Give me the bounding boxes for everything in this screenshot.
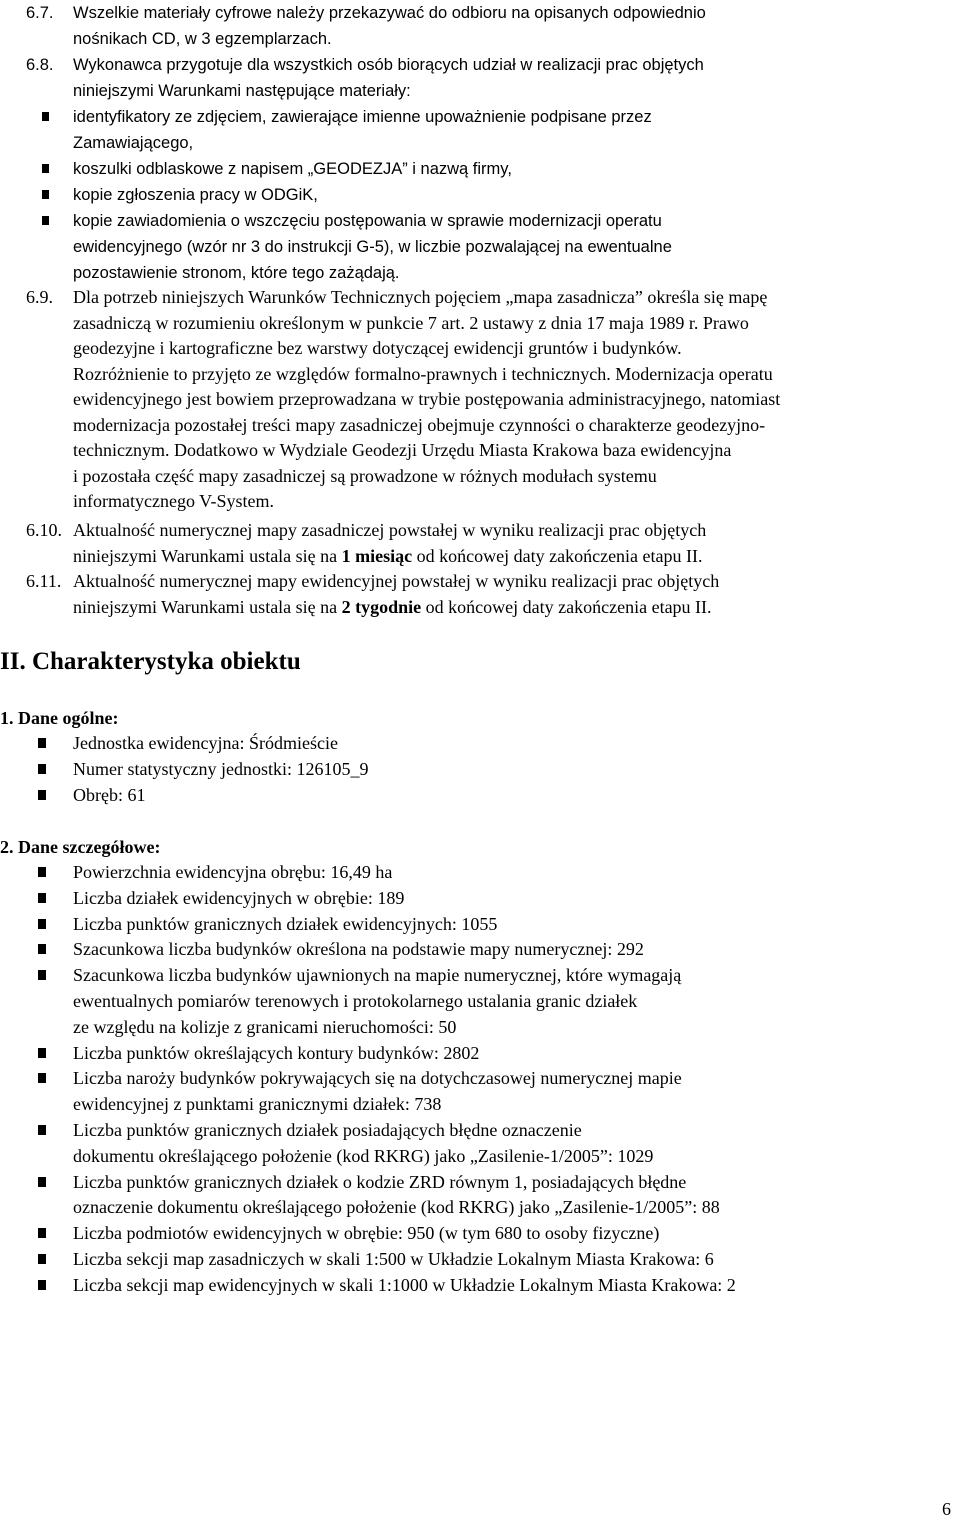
list-item-line: Liczba działek ewidencyjnych w obrębie: 189 (73, 887, 405, 908)
paragraph-line: Rozróżnienie to przyjęto ze względów formalno-prawnych i technicznych. Modernizacja operatu (73, 363, 773, 384)
paragraph-number: 6.7. (26, 4, 54, 22)
list-item-line: Liczba punktów określających kontury budynków: 2802 (73, 1042, 480, 1063)
list-item-line: Liczba podmiotów ewidencyjnych w obrębie: 950 (w tym 680 to osoby fizyczne) (73, 1223, 660, 1244)
list-item-line: oznaczenie dokumentu określającego położenie (kod RKRG) jako „Zasilenie-1/2005”: 88 (73, 1197, 720, 1218)
bullet-square-icon (38, 970, 46, 980)
bullet-square-icon (38, 867, 46, 877)
paragraph-line: ewidencyjnego jest bowiem przeprowadzana w trybie postępowania administracyjnego, natomiast (73, 389, 781, 409)
paragraph-6-11 (26, 569, 946, 620)
paragraph-line: Dla potrzeb niniejszych Warunków Technicznych pojęciem „mapa zasadnicza” określa się mapę (73, 287, 768, 307)
bullet-square-icon (38, 1048, 46, 1058)
list-item (73, 783, 953, 809)
bullet-square-icon (38, 1125, 46, 1135)
list-item (73, 757, 953, 783)
list-item (73, 208, 953, 286)
bold-duration: 1 miesiąc (341, 545, 413, 566)
paragraph-number: 6.8. (26, 56, 54, 74)
list-item-line: Liczba punktów granicznych działek posiadających błędne oznaczenie (73, 1119, 582, 1140)
paragraph-number: 6.11. (26, 571, 62, 591)
list-item-line: kopie zawiadomienia o wszczęciu postępowania w sprawie modernizacji operatu (73, 212, 662, 230)
paragraph-line: Wszelkie materiały cyfrowe należy przekazywać do odbioru na opisanych odpowiednio (73, 4, 706, 22)
paragraph-line: i pozostała część mapy zasadniczej są prowadzone w różnych modułach systemu (73, 465, 657, 486)
general-data-heading: 1. Dane ogólne: (0, 708, 119, 728)
bullet-square-icon (38, 1073, 46, 1083)
bullet-square-icon (38, 1228, 46, 1238)
list-item (73, 937, 953, 963)
list-item-line: Szacunkowa liczba budynków ujawnionych na mapie numerycznej, które wymagają (73, 965, 682, 986)
bullet-square-icon (38, 1254, 46, 1264)
list-item (73, 104, 953, 156)
list-item-line: Numer statystyczny jednostki: 126105_9 (73, 758, 369, 779)
list-item (73, 731, 953, 757)
bullet-square-icon (42, 216, 49, 225)
bullet-square-icon (42, 112, 49, 121)
list-item (73, 182, 953, 208)
list-item (73, 1041, 953, 1067)
list-item (73, 886, 953, 912)
list-item-line: pozostawienie stronom, które tego zażądają. (73, 264, 400, 282)
paragraph-6-7 (26, 0, 946, 52)
list-item (73, 860, 953, 886)
paragraph-line: niniejszymi Warunkami ustala się na 1 miesiąc od końcowej daty zakończenia etapu II. (73, 545, 703, 566)
list-item-line: ewidencyjnej z punktami granicznymi działek: 738 (73, 1094, 442, 1115)
list-item-line: Jednostka ewidencyjna: Śródmieście (73, 733, 338, 753)
list-item-line: ewidencyjnego (wzór nr 3 do instrukcji G-5), w liczbie pozwalającej na ewentualne (73, 238, 672, 256)
list-item-line: Liczba naroży budynków pokrywających się na dotychczasowej numerycznej mapie (73, 1068, 682, 1089)
general-data-list (73, 731, 953, 808)
list-item (73, 1273, 953, 1299)
paragraph-6-8 (26, 52, 946, 104)
paragraph-line: niniejszymi Warunkami ustala się na 2 tygodnie od końcowej daty zakończenia etapu II. (73, 596, 712, 617)
list-item-line: Szacunkowa liczba budynków określona na podstawie mapy numerycznej: 292 (73, 939, 644, 960)
list-item (73, 1066, 953, 1118)
list-item-line: Powierzchnia ewidencyjna obrębu: 16,49 ha (73, 862, 393, 882)
bullet-square-icon (38, 919, 46, 929)
list-item-line: Obręb: 61 (73, 784, 146, 805)
paragraph-line: zasadniczą w rozumieniu określonym w punkcie 7 art. 2 ustawy z dnia 17 maja 1989 r. Prawo (73, 312, 749, 333)
list-item (73, 156, 953, 182)
list-item-line: Liczba punktów granicznych działek ewidencyjnych: 1055 (73, 913, 498, 934)
list-item-line: ze względu na kolizje z granicami nieruchomości: 50 (73, 1016, 457, 1037)
paragraph-line: nośnikach CD, w 3 egzemplarzach. (73, 30, 332, 48)
bullet-square-icon (38, 944, 46, 954)
list-item-line: Liczba sekcji map zasadniczych w skali 1:500 w Układzie Lokalnym Miasta Krakowa: 6 (73, 1248, 714, 1269)
bullet-square-icon (38, 738, 46, 748)
paragraph-number: 6.9. (26, 287, 53, 307)
paragraph-line: informatycznego V-System. (73, 491, 274, 511)
page-number: 6 (942, 1499, 951, 1519)
list-item (73, 912, 953, 938)
paragraph-line: Wykonawca przygotuje dla wszystkich osób biorących udział w realizacji prac objętych (73, 56, 704, 74)
list-item-line: ewentualnych pomiarów terenowych i protokolarnego ustalania granic działek (73, 990, 638, 1011)
paragraph-line: niniejszymi Warunkami następujące materiały: (73, 82, 411, 100)
detailed-data-heading: 2. Dane szczegółowe: (0, 837, 161, 857)
list-item (73, 1221, 953, 1247)
bullet-square-icon (38, 1280, 46, 1290)
list-item (73, 1247, 953, 1273)
bullet-square-icon (38, 1177, 46, 1187)
list-item-line: identyfikatory ze zdjęciem, zawierające imienne upoważnienie podpisane przez (73, 108, 652, 126)
paragraph-6-9 (26, 285, 946, 515)
paragraph-line: modernizacja pozostałej treści mapy zasadniczej obejmuje czynności o charakterze geodezyjno- (73, 414, 766, 435)
paragraph-line: Aktualność numerycznej mapy zasadniczej powstałej w wyniku realizacji prac objętych (73, 520, 707, 540)
list-item-line: Liczba sekcji map ewidencyjnych w skali 1:1000 w Układzie Lokalnym Miasta Krakowa: 2 (73, 1274, 736, 1295)
list-item-line: Zamawiającego, (73, 134, 194, 152)
paragraph-line: Aktualność numerycznej mapy ewidencyjnej powstałej w wyniku realizacji prac objętych (73, 571, 720, 591)
bullet-square-icon (42, 164, 49, 173)
list-item-line: Liczba punktów granicznych działek o kodzie ZRD równym 1, posiadających błędne (73, 1171, 687, 1192)
list-item-line: kopie zgłoszenia pracy w ODGiK, (73, 186, 318, 204)
list-item (73, 1170, 953, 1222)
bullet-square-icon (38, 893, 46, 903)
paragraph-line: geodezyjne i kartograficzne bez warstwy dotyczącej ewidencji gruntów i budynków. (73, 338, 682, 358)
list-item-line: dokumentu określającego położenie (kod RKRG) jako „Zasilenie-1/2005”: 1029 (73, 1145, 654, 1166)
bullet-square-icon (38, 790, 46, 800)
detailed-data-list (73, 860, 953, 1299)
paragraph-number: 6.10. (26, 520, 62, 540)
materials-list (73, 104, 953, 286)
list-item (73, 1118, 953, 1170)
bullet-square-icon (38, 764, 46, 774)
paragraph-line: technicznym. Dodatkowo w Wydziale Geodezji Urzędu Miasta Krakowa baza ewidencyjna (73, 440, 732, 460)
paragraph-6-10 (26, 518, 946, 569)
list-item (73, 963, 953, 1040)
bold-duration: 2 tygodnie (341, 596, 422, 617)
section-title: II. Charakterystyka obiektu (0, 648, 301, 675)
bullet-square-icon (42, 190, 49, 199)
list-item-line: koszulki odblaskowe z napisem „GEODEZJA” i nazwą firmy, (73, 160, 512, 178)
